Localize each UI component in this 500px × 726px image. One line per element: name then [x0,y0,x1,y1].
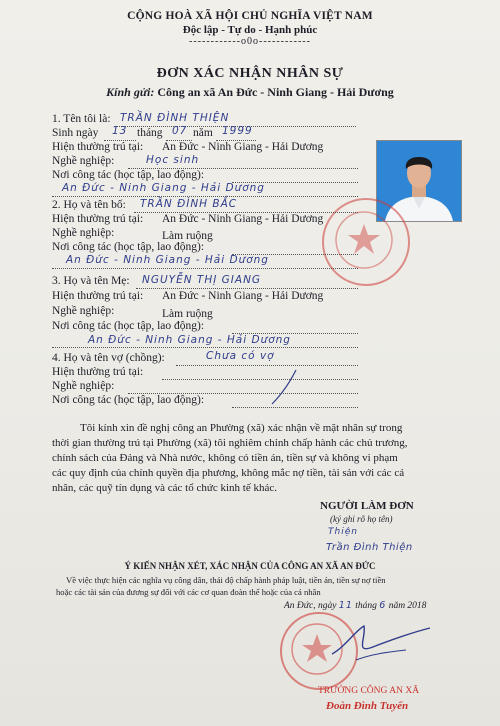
section2-father-value: TRẦN ĐÌNH BẮC [140,198,238,210]
section3-work-value: An Đức - Ninh Giang - Hải Dương [88,334,291,346]
section2-job-value: Làm ruộng [162,230,213,242]
request-line-5: nhân, các quỹ tín dụng và các tổ chức kinh tế khác. [52,482,277,494]
section1-job-value: Học sinh [146,154,200,166]
section2-work-value: An Đức - Ninh Giang - Hải Dương [66,254,269,266]
dotted-line [52,196,358,197]
section3-mother-label: 3. Họ và tên Mẹ: [52,275,130,287]
section2-residence-label: Hiện thường trú tại: [52,213,144,225]
section3-job-label: Nghề nghiệp: [52,305,115,317]
section3-residence-value: An Đức - Ninh Giang - Hải Dương [162,290,324,302]
date-place: An Đức, [284,601,316,611]
recipient-line [0,85,500,100]
section3-work-label: Nơi công tác (học tập, lao động): [52,320,205,332]
date-month: 6 [379,600,387,611]
section2-father-label: 2. Họ và tên bố: [52,199,126,211]
confirmation-date [284,600,426,612]
section4-spouse-label: 4. Họ và tên vợ (chồng): [52,352,165,364]
section4-residence-label: Hiện thường trú tại: [52,366,144,378]
section4-job-label: Nghề nghiệp: [52,380,115,392]
dob-label-month: tháng [137,127,163,139]
officer-signature-mark [326,620,436,664]
dob-label-day: Sinh ngày [52,127,99,139]
section2-job-label: Nghề nghiệp: [52,227,115,239]
motto: Độc lập - Tự do - Hạnh phúc [182,24,318,36]
dob-day: 13 [112,125,128,137]
section1-name-label: 1. Tên tôi là: [52,113,111,125]
applicant-note: (ký ghi rõ họ tên) [330,514,393,524]
section1-residence-value: An Đức - Ninh Giang - Hải Dương [162,141,324,153]
page-title: ĐƠN XÁC NHẬN NHÂN SỰ [156,66,344,81]
request-line-1: Tôi kính xin đề nghị công an Phường (xã) xác nhận về mặt nhân sự trong [80,422,403,434]
section2-work-label: Nơi công tác (học tập, lao động): [52,241,205,253]
dotted-line [52,347,358,348]
dob-month: 07 [172,125,188,137]
request-line-4: các quy định của chính quyền địa phương, không mắc nợ tiền, tài sản với các cá [52,467,405,479]
section1-residence-label: Hiện thường trú tại: [52,141,144,153]
section1-work-value: An Đức - Ninh Giang - Hải Dương [62,182,265,194]
request-line-3: chính sách của Đảng và Nhà nước, không có tiền án, tiền sự và không vi phạm [52,452,398,464]
dotted-line [52,268,358,269]
dob-label-year: năm [193,127,213,139]
confirmation-text-2: hoặc các tài sản của đương sự đối với các cơ quan đoàn thể hoặc của cá nhân [56,587,321,597]
section1-work-label: Nơi công tác (học tập, lao động): [52,169,205,181]
confirmation-text-1: Về việc thực hiện các nghĩa vụ công dân, thái độ chấp hành pháp luật, tiền án, tiền sự nợ tiền [66,575,386,585]
section3-residence-label: Hiện thường trú tại: [52,290,144,302]
strike-mark [230,366,300,408]
date-label-day: ngày [317,601,337,611]
header-ornament: ------------o0o------------ [189,36,311,47]
recipient-value: Công an xã An Đức - Ninh Giang - Hải Dương [157,85,394,99]
applicant-name: Trần Đình Thiện [326,542,413,553]
section4-spouse-value: Chưa có vợ [206,350,275,362]
dotted-line [136,288,358,289]
date-day: 11 [338,600,353,611]
section1-job-label: Nghề nghiệp: [52,155,115,167]
date-label-year: năm 2018 [388,601,427,611]
section4-work-label: Nơi công tác (học tập, lao động): [52,394,205,406]
section3-job-value: Làm ruộng [162,308,213,320]
country-header: CỘNG HOÀ XÃ HỘI CHỦ NGHĨA VIỆT NAM [127,10,373,22]
date-label-month: tháng [355,601,377,611]
applicant-title: NGƯỜI LÀM ĐƠN [320,500,414,512]
officer-name: Đoàn Đình Tuyến [326,700,409,712]
section1-name-value: TRẦN ĐÌNH THIỆN [120,112,230,124]
request-line-2: thời gian thường trú tại Phường (xã) tôi nghiêm chỉnh chấp hành các chủ trương, [52,437,408,449]
dob-year: 1999 [222,125,253,137]
recipient-label: Kính gửi: [106,85,155,99]
confirmation-title: Ý KIẾN NHẬN XÉT, XÁC NHẬN CỦA CÔNG AN XÃ AN ĐỨC [124,561,376,571]
section3-mother-value: NGUYỄN THỊ GIANG [142,274,262,286]
section2-residence-value: An Đức - Ninh Giang - Hải Dương [162,213,324,225]
officer-title: TRƯỞNG CÔNG AN XÃ [318,686,420,696]
applicant-signature: Thiện [328,527,358,537]
